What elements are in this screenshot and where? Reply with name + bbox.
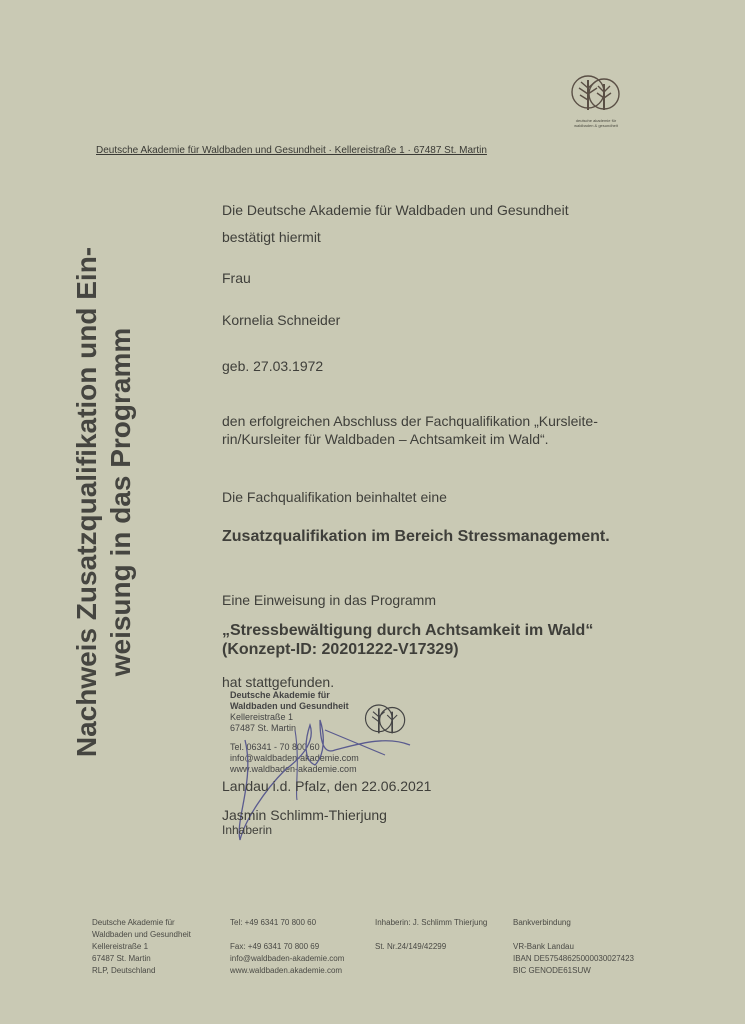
tree-logo-icon xyxy=(566,70,626,118)
footer-line: Waldbaden und Gesundheit xyxy=(92,930,191,939)
stamp-web: www.waldbaden-akademie.com xyxy=(230,764,357,774)
stamp-email: info@waldbaden-akademie.com xyxy=(230,753,359,763)
footer-line: St. Nr.24/149/42299 xyxy=(375,942,447,951)
footer-line: RLP, Deutschland xyxy=(92,966,156,975)
footer-line: Bankverbindung xyxy=(513,918,571,927)
footer-line: Inhaberin: J. Schlimm Thierjung xyxy=(375,918,488,927)
includes-line: Die Fachqualifikation beinhaltet eine xyxy=(222,489,447,505)
title-line-1: Nachweis Zusatzqualifikation und Ein- xyxy=(71,246,102,758)
stamp-tel: Tel. 06341 - 70 800 60 xyxy=(230,742,320,752)
logo-text-line: waldbaden & gesundheit xyxy=(574,123,618,128)
body-line-2: bestätigt hiermit xyxy=(222,229,321,245)
footer-line xyxy=(375,929,487,941)
body-line-1: Die Deutsche Akademie für Waldbaden und Gesundheit xyxy=(222,202,569,218)
instruction-line: Eine Einweisung in das Programm xyxy=(222,592,436,608)
completion-line-2: rin/Kursleiter für Waldbaden – Achtsamkeit im Wald“. xyxy=(222,431,549,447)
footer-owner xyxy=(375,917,487,953)
stamp-street: Kellereistraße 1 xyxy=(230,712,294,722)
footer-line xyxy=(230,929,344,941)
salutation: Frau xyxy=(222,270,251,286)
place-date: Landau i.d. Pfalz, den 22.06.2021 xyxy=(222,778,432,794)
footer-line: Deutsche Akademie für xyxy=(92,918,175,927)
signer-role: Inhaberin xyxy=(222,823,273,837)
footer-bank xyxy=(513,917,634,977)
concept-id: (Konzept-ID: 20201222-V17329) xyxy=(222,641,459,658)
footer-line: www.waldbaden.akademie.com xyxy=(230,966,343,975)
stamp-name-2: Waldbaden und Gesundheit xyxy=(230,701,349,711)
completion-line-1: den erfolgreichen Abschluss der Fachqualifikation „Kursleite- xyxy=(222,413,598,429)
logo-text-line: deutsche akademie für xyxy=(575,118,617,123)
academy-logo xyxy=(560,70,632,132)
stamp-name-1: Deutsche Akademie für xyxy=(230,690,330,700)
footer-line: BIC GENODE61SUW xyxy=(513,966,591,975)
footer-line: Kellereistraße 1 xyxy=(92,942,149,951)
footer-contact xyxy=(230,917,344,977)
vertical-title xyxy=(70,182,138,822)
signer-name: Jasmin Schlimm-Thierjung xyxy=(222,807,387,823)
held-line: hat stattgefunden. xyxy=(222,674,335,690)
recipient-name: Kornelia Schneider xyxy=(222,312,341,328)
footer-line xyxy=(513,929,634,941)
program-title: „Stressbewältigung durch Achtsamkeit im Wald“ xyxy=(222,622,594,639)
footer-line: Fax: +49 6341 70 800 69 xyxy=(230,942,320,951)
birth-date: geb. 27.03.1972 xyxy=(222,358,324,374)
stamp-city: 67487 St. Martin xyxy=(230,723,297,733)
sender-address-line: Deutsche Akademie für Waldbaden und Gesundheit · Kellereistraße 1 · 67487 St. Martin xyxy=(96,145,487,156)
footer-line: IBAN DE57548625000030027423 xyxy=(513,954,634,963)
footer-line: info@waldbaden-akademie.com xyxy=(230,954,345,963)
additional-qualification: Zusatzqualifikation im Bereich Stressmanagement. xyxy=(222,528,610,545)
footer-line: VR-Bank Landau xyxy=(513,942,574,951)
footer-line: Tel: +49 6341 70 800 60 xyxy=(230,918,317,927)
footer-line: 67487 St. Martin xyxy=(92,954,151,963)
footer-address xyxy=(92,917,191,977)
title-line-2: weisung in das Programm xyxy=(105,327,136,677)
